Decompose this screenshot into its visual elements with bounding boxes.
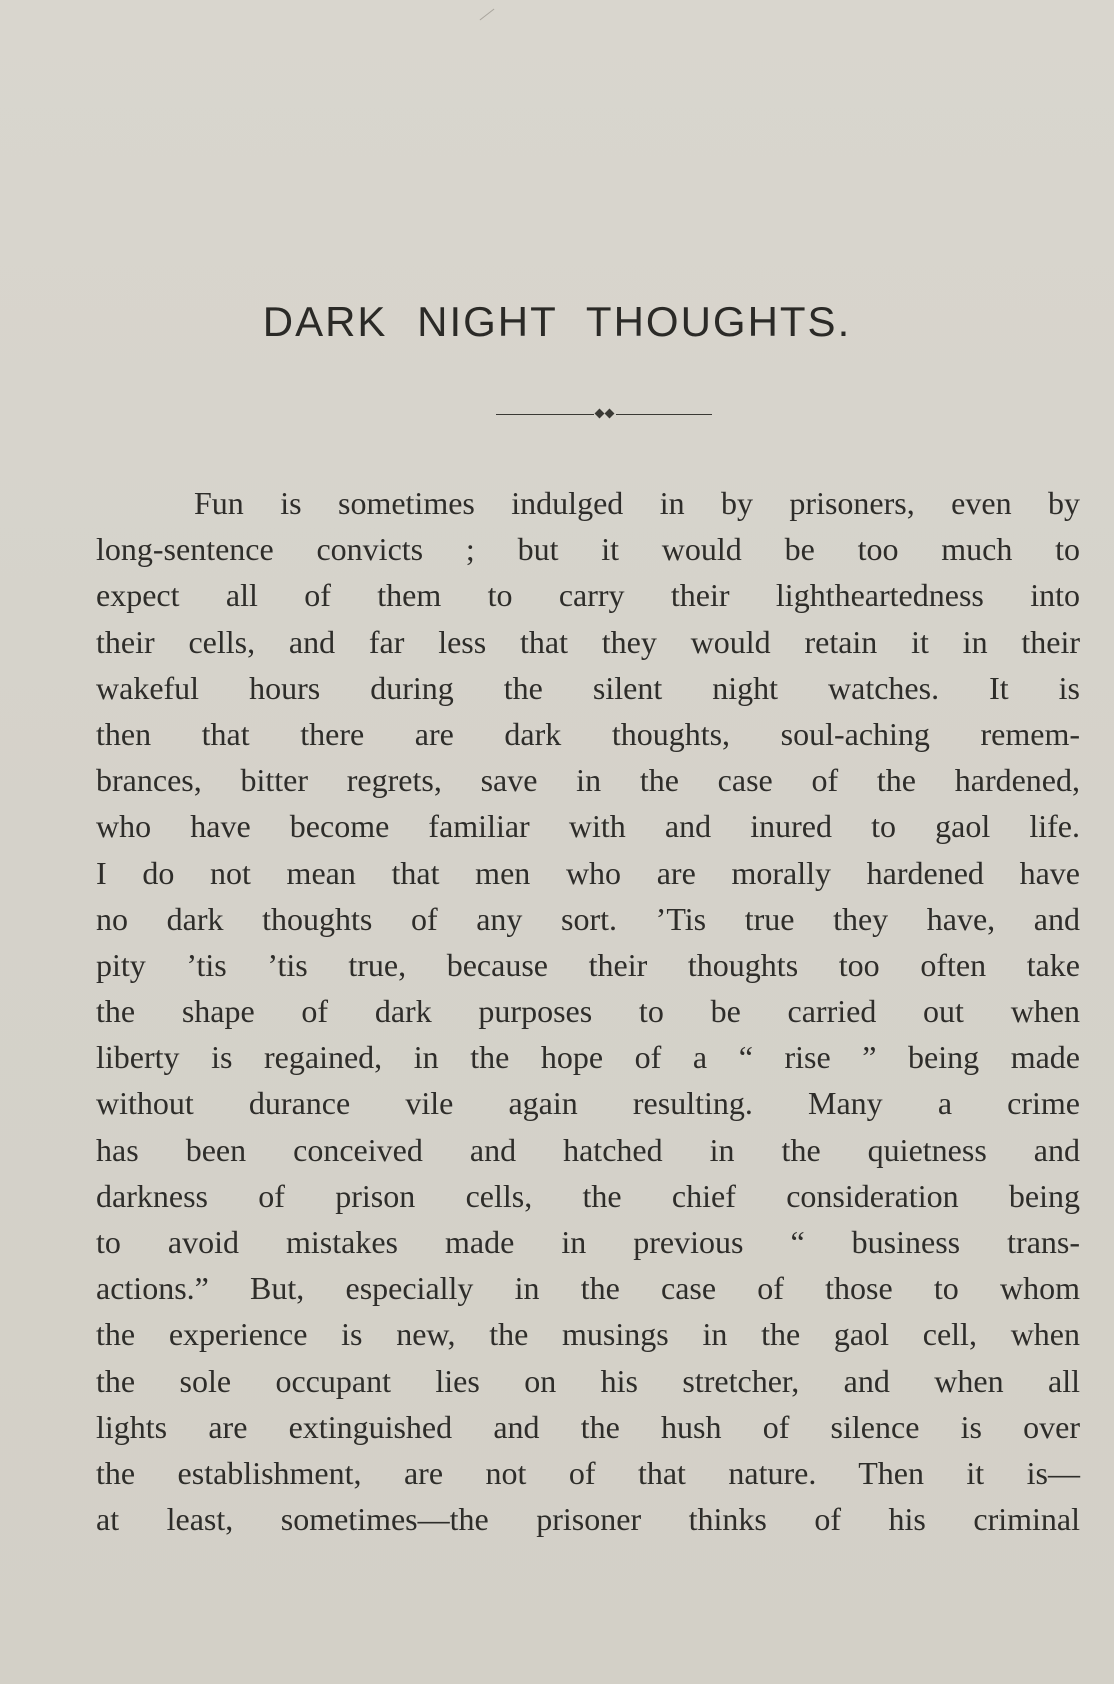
ornament-rule-right [616,414,712,415]
text-line: Fun is sometimes indulged in by prisoners, even by [194,485,1080,521]
text-line: without durance vile again resulting. Many a crime [96,1085,1080,1122]
text-line: has been conceived and hatched in the quietness and [96,1131,1080,1168]
text-line: long-sentence convicts ; but it would be too much to [96,531,1080,568]
text-line: at least, sometimes—the prisoner thinks of his criminal [96,1501,1080,1538]
body-paragraph [96,480,1080,1542]
title-ornament-divider [496,408,712,422]
text-line: the shape of dark purposes to be carried out when [96,993,1080,1030]
text-line: the establishment, are not of that nature. Then it is— [96,1454,1080,1491]
text-line: the experience is new, the musings in the gaol cell, when [96,1316,1080,1353]
pencil-mark [480,9,495,21]
text-line: their cells, and far less that they would retain it in their [96,623,1080,660]
text-line: I do not mean that men who are morally hardened have [96,854,1080,891]
text-line: to avoid mistakes made in previous “ business trans- [96,1224,1080,1260]
text-line: expect all of them to carry their lightheartedness into [96,577,1080,614]
text-line: who have become familiar with and inured to gaol life. [96,808,1080,845]
text-line: darkness of prison cells, the chief consideration being [96,1177,1080,1214]
chapter-title: DARK NIGHT THOUGHTS. [262,298,852,345]
text-line: lights are extinguished and the hush of silence is over [96,1408,1080,1445]
text-line: pity ’tis ’tis true, because their thoughts too often take [96,946,1080,983]
text-line: liberty is regained, in the hope of a “ rise ” being made [96,1039,1080,1076]
text-line: no dark thoughts of any sort. ’Tis true they have, and [96,900,1080,937]
ornament-diamond-icon [595,409,605,419]
text-line: wakeful hours during the silent night watches. It is [96,669,1080,706]
text-line: the sole occupant lies on his stretcher, and when all [96,1362,1080,1399]
ornament-diamond-icon [605,409,615,419]
text-line: brances, bitter regrets, save in the case of the hardened, [96,762,1080,799]
ornament-rule-left [496,414,594,415]
text-line: then that there are dark thoughts, soul-aching remem- [96,715,1080,752]
text-line: actions.” But, especially in the case of those to whom [96,1270,1080,1307]
